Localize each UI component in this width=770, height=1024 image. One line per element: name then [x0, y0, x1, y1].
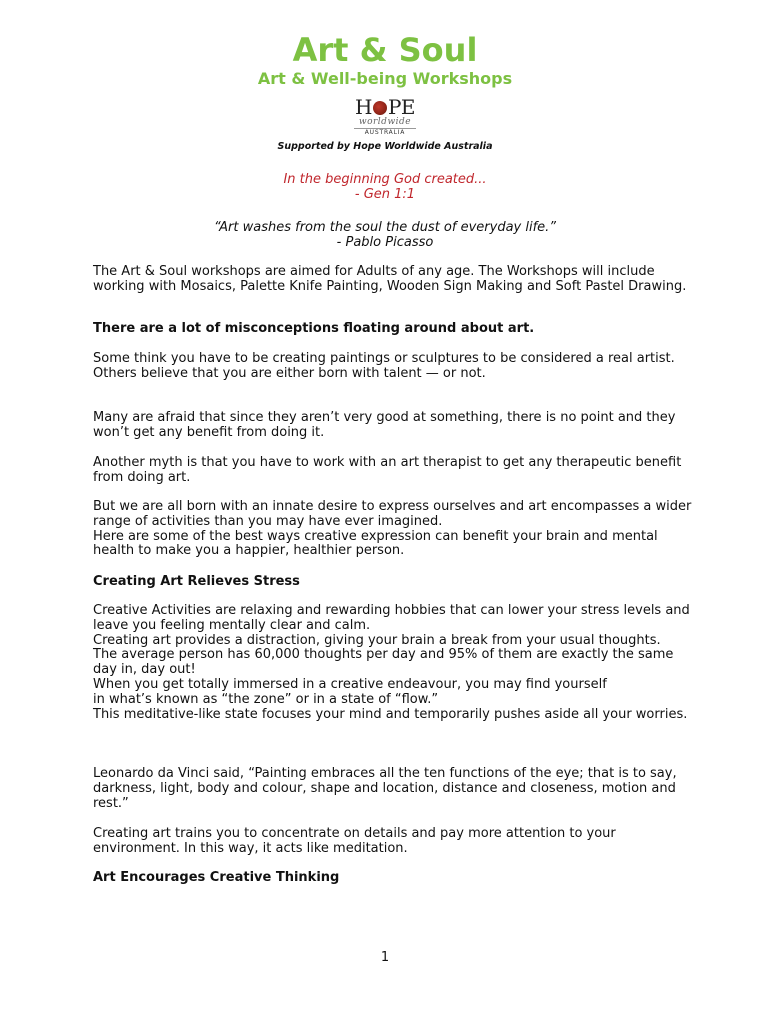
document-subtitle: Art & Well-being Workshops [257, 69, 513, 88]
paragraph-text: in what’s known as “the zone” or in a state of “flow.” [93, 691, 439, 707]
paragraph-text: Leonardo da Vinci said, “Painting embraces all the ten functions of the eye; that is to say, darkness, light, body and colour, shape and location, distance and closeness, motion and rest.” [93, 766, 677, 811]
page-number: 1 [380, 950, 390, 965]
misconceptions-paragraph-2 [93, 411, 693, 441]
logo-text-pe: PE [387, 95, 415, 119]
paragraph-text: Many are afraid that since they aren’t very good at something, there is no point and they won’t get any benefit from doing it. [93, 410, 676, 440]
paragraph-text: This meditative-like state focuses your mind and temporarily pushes aside all your worries. [93, 706, 688, 722]
intro-text: The Art & Soul workshops are aimed for Adults of any age. The Workshops will include working with Mosaics, Palette Knife Painting, Wooden Sign Making and Soft Pastel Drawing. [93, 264, 687, 294]
paragraph-text: Here are some of the best ways creative expression can benefit your brain and mental health to make you a happier, healthier person. [93, 528, 658, 559]
paragraph-text: But we are all born with an innate desire to express ourselves and art encompasses a wider range of activities than you may have ever imagined. [93, 499, 692, 529]
misconceptions-heading: There are a lot of misconceptions floating around about art. [93, 321, 535, 336]
logo-region: AUSTRALIA [354, 128, 416, 137]
paragraph-text: Creative Activities are relaxing and rewarding hobbies that can lower your stress levels and leave you feeling mentally clear and calm. [93, 603, 690, 633]
paragraph-text: Some think you have to be creating paintings or sculptures to be considered a real artist. [93, 351, 675, 366]
globe-icon [373, 101, 387, 115]
paragraph-text: When you get totally immersed in a creative endeavour, you may find yourself [93, 676, 607, 692]
misconceptions-paragraph-1 [93, 352, 693, 382]
stress-paragraph [93, 604, 693, 722]
document-title: Art & Soul [292, 31, 478, 69]
picasso-quote-source: - Pablo Picasso [336, 235, 434, 250]
paragraph-text: Creating art provides a distraction, giving your brain a break from your usual thoughts. [93, 632, 661, 648]
misconceptions-paragraph-4 [93, 500, 693, 559]
picasso-quote-text: “Art washes from the soul the dust of everyday life.” [213, 220, 557, 235]
leonardo-quote-paragraph [93, 767, 693, 811]
hope-worldwide-logo [345, 96, 425, 138]
genesis-quote-source: - Gen 1:1 [354, 187, 416, 202]
logo-tagline: worldwide [358, 117, 412, 127]
picasso-quote [0, 220, 770, 250]
logo-text-h: H [354, 95, 372, 119]
paragraph-text: Another myth is that you have to work with an art therapist to get any therapeutic benefit from doing art. [93, 455, 682, 485]
genesis-quote-text: In the beginning God created... [283, 172, 487, 187]
creative-thinking-heading: Art Encourages Creative Thinking [93, 870, 340, 885]
concentrate-paragraph [93, 827, 693, 857]
paragraph-text: Creating art trains you to concentrate on details and pay more attention to your environment. In this way, it acts like meditation. [93, 826, 616, 856]
supported-by-line: Supported by Hope Worldwide Australia [277, 141, 493, 152]
paragraph-text: The average person has 60,000 thoughts per day and 95% of them are exactly the same day in, day out! [93, 647, 674, 678]
intro-paragraph [93, 265, 693, 295]
paragraph-text: Others believe that you are either born with talent — or not. [93, 365, 486, 381]
misconceptions-paragraph-3 [93, 456, 693, 486]
genesis-quote [0, 172, 770, 202]
stress-heading: Creating Art Relieves Stress [93, 574, 300, 589]
